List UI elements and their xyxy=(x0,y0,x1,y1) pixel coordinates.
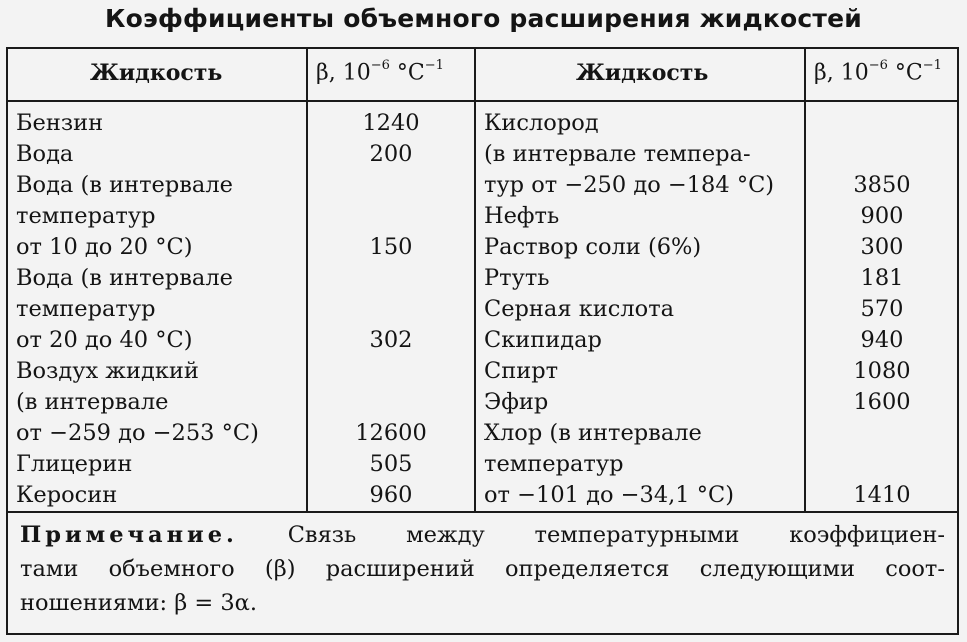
list-item xyxy=(806,449,958,480)
list-item: 150 xyxy=(369,234,413,260)
list-item xyxy=(806,418,958,449)
list-item: Керосин xyxy=(16,482,118,508)
left-values-column xyxy=(308,108,474,511)
right-values-column xyxy=(806,108,958,511)
list-item: от 20 до 40 °С) xyxy=(16,327,193,353)
list-item: Бензин xyxy=(16,110,104,136)
list-item: 200 xyxy=(369,141,413,167)
list-item: Кислород xyxy=(484,110,599,136)
list-item xyxy=(308,356,474,387)
list-item: Вода xyxy=(16,141,74,167)
header-divider xyxy=(6,100,959,102)
list-item: 1600 xyxy=(853,389,911,415)
note-line: ношениями: β = 3α. xyxy=(20,590,258,616)
note-label: Примечание. xyxy=(20,522,238,548)
list-item: 940 xyxy=(860,327,904,353)
list-item: Ртуть xyxy=(484,265,550,291)
list-item: Глицерин xyxy=(16,451,133,477)
list-item: (в интервале темпера- xyxy=(484,141,751,167)
list-item: от −101 до −34,1 °С) xyxy=(484,482,734,508)
list-item: Спирт xyxy=(484,358,559,384)
list-item: 302 xyxy=(369,327,413,353)
list-item: 3850 xyxy=(853,172,911,198)
list-item: Эфир xyxy=(484,389,549,415)
list-item xyxy=(308,170,474,201)
list-item: Скипидар xyxy=(484,327,602,353)
header-left-value: β, $10^{-6}$ $^\circ С^{-1}$ xyxy=(316,58,444,86)
header-right-value: β, $10^{-6}$ $^\circ С^{-1}$ xyxy=(814,58,942,86)
list-item: тур от −250 до −184 °С) xyxy=(484,172,775,198)
note-line xyxy=(20,518,945,552)
list-item: 300 xyxy=(860,234,904,260)
list-item: Серная кислота xyxy=(484,296,675,322)
column-divider xyxy=(474,47,476,511)
right-names-column xyxy=(484,108,802,511)
list-item xyxy=(308,294,474,325)
note-line: тами объемного (β) расширений определяется следующими соот- xyxy=(20,556,945,582)
list-item: Воздух жидкий xyxy=(16,358,199,384)
list-item: Нефть xyxy=(484,203,560,229)
list-item xyxy=(308,387,474,418)
list-item: 505 xyxy=(369,451,413,477)
list-item xyxy=(806,139,958,170)
list-item: 1240 xyxy=(362,110,420,136)
list-item: 181 xyxy=(860,265,904,291)
note-text: Связь между температурными коэффициен- xyxy=(287,522,946,548)
list-item: 1080 xyxy=(853,358,911,384)
left-names-column xyxy=(16,108,304,511)
note-block xyxy=(20,518,945,620)
list-item: 570 xyxy=(860,296,904,322)
list-item: Раствор соли (6%) xyxy=(484,234,702,260)
list-item: Вода (в интервале xyxy=(16,172,233,198)
list-item: 1410 xyxy=(853,482,911,508)
list-item xyxy=(308,263,474,294)
list-item: 12600 xyxy=(355,420,427,446)
list-item: от −259 до −253 °С) xyxy=(16,420,259,446)
list-item: от 10 до 20 °С) xyxy=(16,234,193,260)
list-item: Хлор (в интервале xyxy=(484,420,702,446)
list-item: температур xyxy=(16,296,156,322)
list-item xyxy=(308,201,474,232)
list-item: температур xyxy=(484,451,624,477)
page-title: Коэффициенты объемного расширения жидкостей xyxy=(105,4,862,33)
list-item: температур xyxy=(16,203,156,229)
header-right-name: Жидкость xyxy=(576,60,709,86)
list-item: 900 xyxy=(860,203,904,229)
list-item: (в интервале xyxy=(16,389,169,415)
header-left-name: Жидкость xyxy=(90,60,223,86)
list-item: 960 xyxy=(369,482,413,508)
list-item: Вода (в интервале xyxy=(16,265,233,291)
note-divider xyxy=(6,511,959,513)
list-item xyxy=(806,108,958,139)
